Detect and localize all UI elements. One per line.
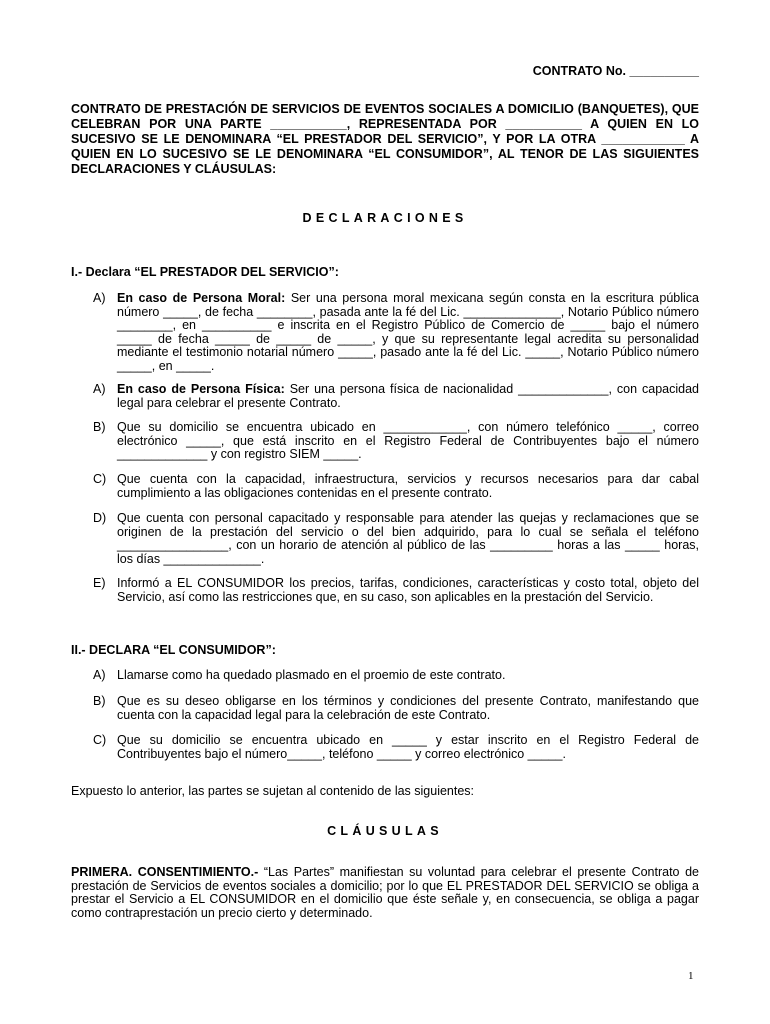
item-text: Que es su deseo obligarse en los términos y condiciones del presente Contrato, manifestando que cuenta con la capacidad legal para la celebración de este Contrato. [117,694,699,722]
item-letter: C) [93,733,107,747]
primera-clause [71,866,699,920]
list-item [93,577,699,604]
item-letter: A) [93,382,106,396]
item-text: Que su domicilio se encuentra ubicado en _____ y estar inscrito en el Registro Federal de Contribuyentes bajo el número_____, teléfono _____ y correo electrónico _____. [117,733,699,761]
declaraciones-heading: DECLARACIONES [302,211,468,225]
list-item [93,734,699,761]
item-letter: B) [93,694,106,708]
item-letter: B) [93,420,106,434]
list-item [93,695,699,722]
expuesto-paragraph: Expuesto lo anterior, las partes se sujetan al contenido de las siguientes: [71,784,475,798]
item-letter: A) [93,291,106,305]
list-item [93,383,699,410]
item-letter: D) [93,511,107,525]
item-letter: A) [93,668,106,682]
clause-label: PRIMERA. CONSENTIMIENTO.- [71,865,259,879]
item-body: Ser una persona física de nacionalidad _____________, con capacidad legal para celebrar el presente Contrato. [117,382,699,410]
item-text: Que cuenta con personal capacitado y responsable para atender las quejas y reclamaciones que se originen de la prestación del servicio o del bien adquirido, para lo cual se señala el teléfono ________________, con un horario de atención al público de las _________ horas a las _____ horas, los días ______________. [117,511,699,566]
item-bold: En caso de Persona Física: [117,382,285,396]
section1-heading: I.- Declara “EL PRESTADOR DEL SERVICIO”: [71,265,339,279]
contract-title: CONTRATO DE PRESTACIÓN DE SERVICIOS DE EVENTOS SOCIALES A DOMICILIO (BANQUETES), QUE CELEBRAN POR UNA PARTE ___________, REPRESENTADA POR ___________ A QUIEN EN LO SUCESIVO SE LE DENOMINARA “EL PRESTADOR DEL SERVICIO”, Y POR LA OTRA ____________ A QUIEN EN LO SUCESIVO SE LE DENOMINARA “EL CONSUMIDOR”, AL TENOR DE LAS SIGUIENTES DECLARACIONES Y CLÁUSULAS: [71,102,699,176]
item-letter: C) [93,472,107,486]
item-letter: E) [93,576,106,590]
item-bold: En caso de Persona Moral: [117,291,286,305]
list-item [93,669,699,683]
clause-text: “Las Partes” manifiestan su voluntad para celebrar el presente Contrato de prestación de Servicios de eventos sociales a domicilio; por lo que EL PRESTADOR DEL SERVICIO se obliga a prestar el Servicio a EL CONSUMIDOR en el domicilio que éste señale y, en consecuencia, se obliga a pagar como contraprestación un precio cierto y determinado. [71,865,699,920]
list-item [93,421,699,462]
item-body: Ser una persona moral mexicana según consta en la escritura pública número _____, de fecha ________, pasada ante la fé del Lic. ______________, Notario Público número ________, en __________ e inscrita en el Registro Público de Comercio de _____ bajo el número _____ de fecha _____ de _____ de _____, y que su representante legal acredita su personalidad mediante el testimonio notarial número _____, pasado ante la fé del Lic. _____, Notario Público número _____, en _____. [117,291,699,373]
section2-heading: II.- DECLARA “EL CONSUMIDOR”: [71,643,276,657]
list-item [93,473,699,500]
item-text: Llamarse como ha quedado plasmado en el proemio de este contrato. [117,668,506,682]
contract-number: CONTRATO No. __________ [532,64,699,78]
list-item [93,292,699,373]
item-text [117,292,699,373]
item-text: Que su domicilio se encuentra ubicado en ____________, con número telefónico _____, correo electrónico _____, que está inscrito en el Registro Federal de Contribuyentes bajo el número _____________ y con registro SIEM _____. [117,420,699,461]
item-text: Que cuenta con la capacidad, infraestructura, servicios y recursos necesarios para dar cabal cumplimiento a las obligaciones contenidas en el presente contrato. [117,472,699,500]
clausulas-heading: CLÁUSULAS [327,824,443,838]
item-text [117,383,699,410]
list-item [93,512,699,566]
page-number: 1 [688,970,694,982]
item-text: Informó a EL CONSUMIDOR los precios, tarifas, condiciones, características y costo total, objeto del Servicio, así como las restricciones que, en su caso, son aplicables en la prestación del Servicio. [117,576,699,604]
